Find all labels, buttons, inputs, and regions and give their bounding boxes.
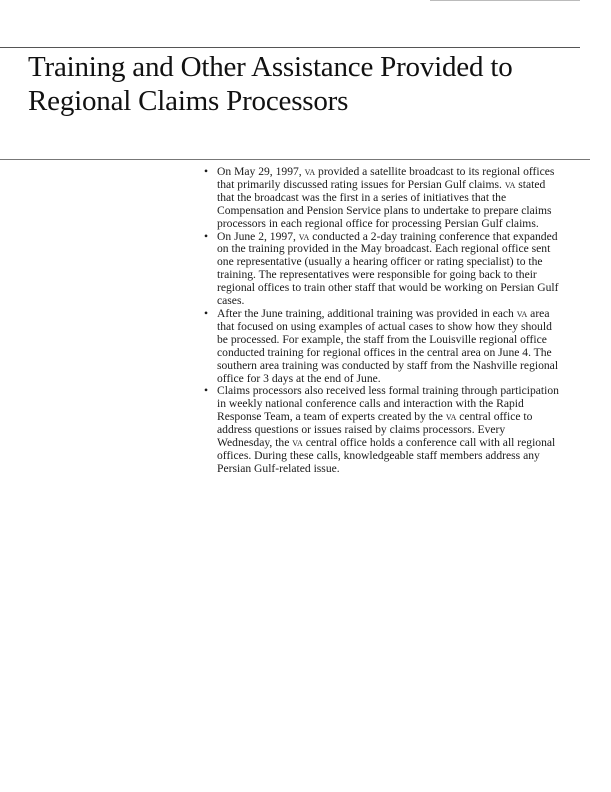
bullet-icon: • (204, 306, 209, 320)
bullet-item (203, 166, 603, 231)
bullet-text-line: conducted training for regional offices in the central area on June 4. The (217, 345, 552, 359)
bullet-icon: • (204, 165, 209, 178)
top-rule (0, 47, 580, 48)
bullet-text-line: offices. During these calls, knowledgeable staff members address any (217, 448, 540, 462)
section-rule (0, 159, 590, 160)
bullet-item (203, 385, 603, 475)
bullet-text-line: After the June training, additional training was provided in each va area (217, 306, 550, 320)
bullet-text-line: training. The representatives were responsible for going back to their (217, 268, 537, 282)
bullet-text-line: southern area training was conducted by staff from the Nashville regional (217, 358, 559, 372)
bullet-text-line: in weekly national conference calls and interaction with the Rapid (217, 397, 524, 411)
bullet-text-line: that primarily discussed rating issues for Persian Gulf claims. va stated (217, 177, 546, 191)
title-line: Training and Other Assistance Provided to (28, 51, 513, 83)
bullet-text-line: that focused on using examples of actual cases to show how they should (217, 319, 552, 333)
bullet-text-line: On June 2, 1997, va conducted a 2-day training conference that expanded (217, 229, 558, 243)
bullet-text-line: Compensation and Pension Service plans to undertake to prepare claims (217, 203, 552, 217)
bullet-text-line: On May 29, 1997, va provided a satellite broadcast to its regional offices (217, 165, 555, 178)
bullet-text-line: that the broadcast was the first in a series of initiatives that the (217, 190, 507, 204)
bullet-text-line: be processed. For example, the staff from the Louisville regional office (217, 332, 547, 346)
bullet-item (203, 308, 603, 385)
bullet-text-line: Response Team, a team of experts created by the va central office to (217, 410, 533, 424)
bullet-text-line: regional offices to train other staff that would be working on Persian Gulf (217, 281, 559, 295)
bullet-text-line: Claims processors also received less formal training through participation (217, 384, 559, 398)
bullet-item (203, 231, 603, 308)
bullet-text-line: Persian Gulf-related issue. (217, 461, 340, 475)
bullet-list (203, 166, 603, 476)
bullet-text-line: Wednesday, the va central office holds a conference call with all regional (217, 436, 556, 450)
bullet-text-line: processors in each regional office for processing Persian Gulf claims. (217, 216, 539, 230)
bullet-text-line: on the training provided in the May broadcast. Each regional office sent (217, 242, 551, 256)
bullet-text-line: cases. (217, 294, 245, 308)
page-title (28, 50, 513, 118)
bullet-icon: • (204, 229, 209, 243)
bullet-text-line: office for 3 days at the end of June. (217, 371, 381, 385)
bullet-text-line: one representative (usually a hearing officer or rating specialist) to the (217, 255, 543, 269)
bullet-text-line: address questions or issues raised by claims processors. Every (217, 423, 506, 437)
title-line: Regional Claims Processors (28, 85, 349, 117)
bullet-icon: • (204, 384, 209, 398)
scan-edge-mark (430, 0, 580, 1)
